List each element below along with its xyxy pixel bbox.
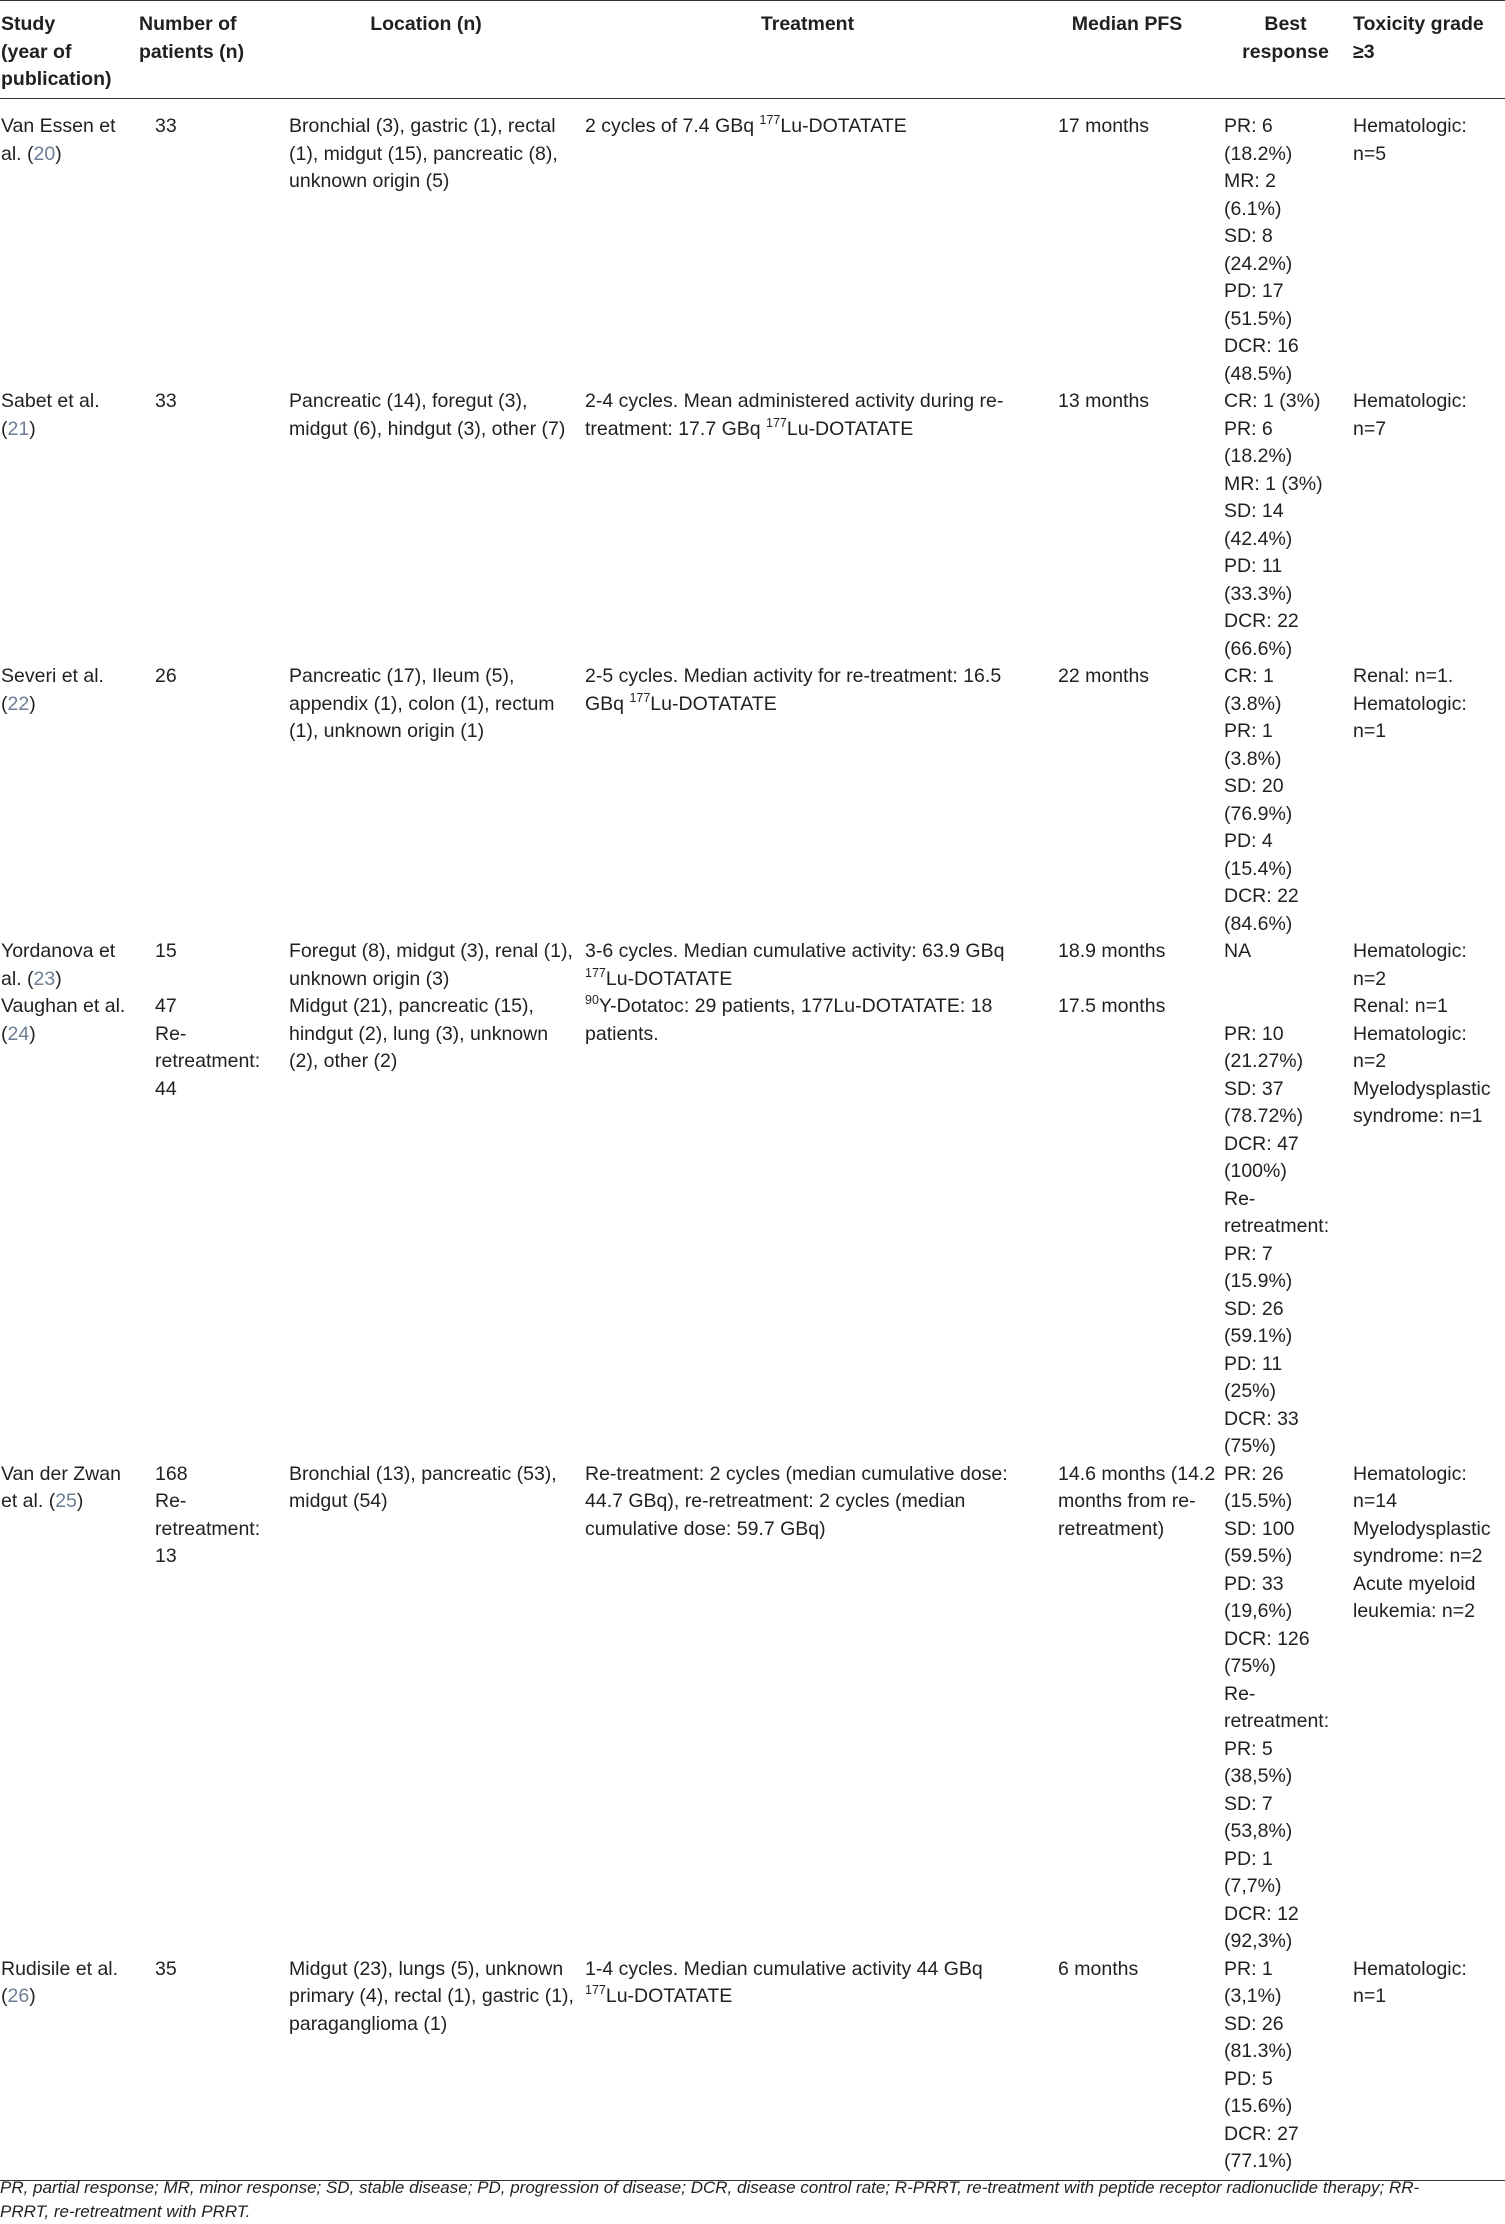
response-line: DCR: 27: [1224, 2122, 1299, 2145]
toxicity-line: syndrome: n=2: [1353, 1545, 1483, 1567]
toxicity-line: n=14: [1353, 1490, 1397, 1512]
response-line: (75%): [1224, 1435, 1277, 1457]
treatment-text: Lu-DOTATATE: [605, 1985, 733, 2007]
study-reference: 24: [7, 1022, 30, 1045]
response-line: (33.3%): [1224, 582, 1293, 605]
response-line: CR: 1 (3%): [1224, 390, 1321, 412]
study-name: Vaughan et al.: [1, 995, 126, 1017]
cell-toxicity: [1353, 938, 1505, 993]
cell-study: Severi et al. (22): [1, 665, 104, 715]
cell-median-pfs: 14.6 months (14.2 months from re-retreatment): [1058, 1462, 1216, 1540]
study-name: Rudisile et al.: [1, 1957, 119, 1980]
response-line: PD: 11: [1224, 555, 1283, 577]
response-line: SD: 26: [1224, 1297, 1284, 1320]
response-line: retreatment:: [1224, 1215, 1330, 1237]
cell-toxicity: [1353, 993, 1505, 1461]
cell-study: Yordanova et al. (23): [1, 940, 116, 990]
table-row: [0, 388, 1505, 663]
response-line: (38,5%): [1224, 1765, 1293, 1787]
cell-best-response: [1224, 663, 1353, 938]
patients-line: 33: [155, 115, 177, 137]
patients-line: retreatment:: [155, 1517, 261, 1540]
response-line: DCR: 47: [1224, 1132, 1299, 1155]
response-line: DCR: 33: [1224, 1407, 1299, 1430]
cell-best-response: [1224, 1956, 1353, 2181]
cell-best-response: [1224, 938, 1353, 993]
response-line: (51.5%): [1224, 307, 1293, 330]
response-line: (15.9%): [1224, 1270, 1293, 1292]
response-line: (59.1%): [1224, 1325, 1293, 1347]
response-line: PD: 33: [1224, 1572, 1284, 1595]
response-line: DCR: 22: [1224, 610, 1299, 632]
toxicity-line: Hematologic:: [1353, 390, 1467, 412]
response-line: (84.6%): [1224, 912, 1293, 935]
toxicity-line: Myelodysplastic: [1353, 1077, 1491, 1100]
table-row: [0, 1461, 1505, 1956]
treatment-text: 3-6 cycles. Median cumulative activity: 63.9 GBq: [585, 940, 1005, 962]
response-line: (7,7%): [1224, 1875, 1282, 1897]
isotope-mass-number: 177: [585, 965, 606, 980]
response-line: (3,1%): [1224, 1985, 1282, 2007]
patients-line: 35: [155, 1957, 177, 1980]
study-name: Van Essen et al.: [1, 115, 116, 165]
toxicity-line: n=2: [1353, 1050, 1387, 1072]
cell-location: Pancreatic (17), Ileum (5), appendix (1), colon (1), rectum (1), unknown origin (1): [289, 665, 555, 742]
response-line: (42.4%): [1224, 527, 1293, 550]
cell-toxicity: [1353, 663, 1505, 938]
response-line: PR: 1: [1224, 1957, 1273, 1980]
response-line: MR: 2: [1224, 170, 1277, 192]
response-line: PD: 4: [1224, 830, 1273, 852]
response-line: (3.8%): [1224, 747, 1282, 770]
cell-best-response: [1224, 1461, 1353, 1956]
response-line: SD: 37: [1224, 1077, 1284, 1100]
response-line: (19,6%): [1224, 1600, 1293, 1622]
header-study: [0, 1, 137, 99]
cell-study: Sabet et al. (21): [1, 390, 100, 440]
patients-line: 15: [155, 940, 177, 962]
cell-best-response: [1224, 99, 1353, 389]
cell-patients: [137, 1461, 273, 1956]
patients-line: 44: [155, 1077, 177, 1100]
response-line: PR: 10: [1224, 1022, 1284, 1045]
cell-median-pfs: 6 months: [1036, 1956, 1224, 2181]
response-line: (76.9%): [1224, 802, 1293, 825]
response-line: SD: 100: [1224, 1517, 1295, 1540]
cell-median-pfs: 17.5 months: [1058, 995, 1166, 1017]
treatment-text: Re-treatment: 2 cycles (median cumulative dose: 44.7 GBq), re-retreatment: 2 cycles (median cumulative dose: 59.7 GBq): [585, 1462, 1008, 1540]
response-line: SD: 8: [1224, 225, 1273, 247]
response-line: (92,3%): [1224, 1930, 1293, 1952]
header-patients-line: patients (n): [139, 40, 245, 63]
response-line: DCR: 16: [1224, 335, 1299, 357]
header-response-line: Best: [1264, 13, 1307, 35]
response-line: SD: 14: [1224, 500, 1284, 522]
toxicity-line: Myelodysplastic: [1353, 1517, 1491, 1540]
cell-location: Foregut (8), midgut (3), renal (1), unknown origin (3): [289, 940, 573, 990]
table-row: [0, 663, 1505, 938]
header-median-pfs: Median PFS: [1036, 1, 1224, 99]
patients-line: 47: [155, 995, 177, 1017]
response-line: SD: 20: [1224, 775, 1284, 797]
cell-study: Rudisile et al. (26): [0, 1956, 137, 2181]
treatment-text: Lu-DOTATATE: [786, 417, 914, 440]
cell-patients: [137, 388, 273, 663]
table-row: [0, 938, 1505, 993]
response-line: (15.6%): [1224, 2095, 1293, 2117]
cell-location: Midgut (21), pancreatic (15), hindgut (2), lung (3), unknown (2), other (2): [289, 995, 549, 1072]
cell-patients: [137, 99, 273, 389]
cell-location: Pancreatic (14), foregut (3), midgut (6), hindgut (3), other (7): [289, 390, 566, 440]
toxicity-line: syndrome: n=1: [1353, 1105, 1483, 1127]
response-line: PR: 26: [1224, 1462, 1284, 1485]
response-line: (81.3%): [1224, 2040, 1293, 2062]
response-line: (25%): [1224, 1380, 1277, 1402]
header-toxicity-line: ≥3: [1353, 40, 1375, 63]
cell-location: Bronchial (13), pancreatic (53), midgut (54): [289, 1462, 557, 1512]
header-treatment: Treatment: [585, 1, 1036, 99]
response-line: (100%): [1224, 1160, 1287, 1182]
toxicity-line: Hematologic:: [1353, 692, 1467, 715]
header-toxicity: [1353, 1, 1505, 99]
cell-median-pfs: 22 months: [1058, 665, 1150, 687]
isotope-mass-number: 177: [585, 1983, 606, 1997]
toxicity-line: Hematologic:: [1353, 1462, 1467, 1485]
isotope-mass-number: 177: [766, 415, 787, 430]
response-line: (59.5%): [1224, 1545, 1293, 1567]
toxicity-line: Renal: n=1.: [1353, 665, 1454, 687]
response-line: DCR: 12: [1224, 1902, 1299, 1925]
response-line: PR: 7: [1224, 1242, 1273, 1265]
study-name: Severi et al.: [1, 665, 104, 687]
toxicity-line: n=2: [1353, 967, 1387, 990]
cell-location: Midgut (23), lungs (5), unknown primary (4), rectal (1), gastric (1), paraganglioma (1): [273, 1956, 585, 2181]
cell-treatment: [585, 663, 1036, 938]
header-patients-line: Number of: [139, 13, 237, 35]
cell-toxicity: [1353, 99, 1505, 389]
study-reference: 21: [7, 417, 30, 440]
study-name: Sabet et al.: [1, 390, 100, 412]
patients-line: 13: [155, 1545, 177, 1567]
toxicity-line: Hematologic:: [1353, 1957, 1467, 1980]
treatment-text: Y-Dotatoc: 29 patients, 177Lu-DOTATATE: 18 patients.: [585, 995, 993, 1045]
patients-line: 26: [155, 665, 177, 687]
cell-patients: [137, 993, 273, 1461]
header-patients: [137, 1, 273, 99]
table-row: [0, 1956, 1505, 2181]
treatment-text: Lu-DOTATATE: [780, 115, 907, 137]
patients-line: retreatment:: [155, 1050, 261, 1072]
isotope-mass-number: 177: [759, 113, 781, 127]
study-name: Yordanova et al.: [1, 940, 116, 990]
response-line: SD: 26: [1224, 2012, 1284, 2035]
footnote: PR, partial response; MR, minor response; SD, stable disease; PD, progression of disease; DCR, disease control rate; R-PRRT, re-treatment with peptide receptor radionuclide therapy; RR-PRRT, re-retreatment with PRRT.: [0, 2178, 1420, 2221]
header-study-line: Study: [1, 13, 56, 35]
study-name: Van der Zwan et al.: [1, 1462, 121, 1512]
treatment-text: Lu-DOTATATE: [650, 692, 777, 715]
response-line: PD: 17: [1224, 280, 1284, 302]
toxicity-line: Hematologic:: [1353, 115, 1467, 137]
cell-treatment: [585, 1461, 1036, 1956]
cell-patients: [137, 1956, 273, 2181]
header-response-line: response: [1242, 40, 1329, 63]
response-line: PR: 6: [1224, 115, 1273, 137]
toxicity-line: Acute myeloid: [1353, 1572, 1476, 1595]
response-line: MR: 1 (3%): [1224, 472, 1323, 495]
cell-patients: [137, 938, 273, 993]
response-line: (15.5%): [1224, 1490, 1293, 1512]
study-reference: 23: [33, 967, 56, 990]
response-line: (3.8%): [1224, 692, 1282, 715]
table-row: [0, 99, 1505, 389]
study-reference: 26: [7, 1985, 30, 2007]
response-line: PD: 11: [1224, 1352, 1283, 1375]
treatment-text: 2-5 cycles. Median activity for re-treatment: 16.5 GBq: [585, 665, 1002, 715]
treatment-text: 1-4 cycles. Median cumulative activity 44 GBq: [585, 1957, 983, 1980]
response-line: (6.1%): [1224, 197, 1282, 220]
patients-line: Re-: [155, 1022, 187, 1045]
cell-best-response: [1224, 388, 1353, 663]
cell-treatment: [585, 993, 1036, 1461]
response-line: [1224, 993, 1345, 1021]
isotope-mass-number: 177: [629, 690, 651, 705]
isotope-mass-number: 90: [585, 993, 599, 1007]
response-line: (18.2%): [1224, 142, 1293, 165]
response-line: PD: 5: [1224, 2067, 1273, 2090]
toxicity-line: Hematologic:: [1353, 1022, 1467, 1045]
response-line: (75%): [1224, 1655, 1277, 1677]
patients-line: 33: [155, 390, 177, 412]
response-line: (21.27%): [1224, 1050, 1304, 1072]
cell-treatment: [585, 1956, 1036, 2181]
response-line: (18.2%): [1224, 445, 1293, 467]
toxicity-line: Renal: n=1: [1353, 995, 1448, 1017]
response-line: PD: 1: [1224, 1847, 1273, 1870]
table-row: [0, 993, 1505, 1461]
toxicity-line: Hematologic:: [1353, 940, 1467, 962]
toxicity-line: n=1: [1353, 1985, 1387, 2007]
header-toxicity-line: Toxicity grade: [1353, 13, 1484, 35]
study-reference: 25: [55, 1490, 77, 1512]
response-line: Re-: [1224, 1187, 1256, 1210]
header-study-line: publication): [1, 68, 112, 90]
response-line: PR: 1: [1224, 720, 1273, 742]
response-line: (78.72%): [1224, 1105, 1304, 1127]
cell-study: Van Essen et al. (20): [1, 115, 116, 165]
header-row: [0, 1, 1505, 99]
cell-treatment: [585, 938, 1036, 993]
header-study-line: (year of: [1, 40, 72, 63]
toxicity-line: leukemia: n=2: [1353, 1600, 1475, 1622]
response-line: (53,8%): [1224, 1820, 1293, 1842]
response-line: PR: 6: [1224, 417, 1273, 440]
cell-median-pfs: 18.9 months: [1058, 940, 1166, 962]
response-line: NA: [1224, 940, 1252, 962]
response-line: Re-: [1224, 1682, 1256, 1705]
response-line: (24.2%): [1224, 252, 1293, 275]
header-best-response: [1224, 1, 1353, 99]
response-line: retreatment:: [1224, 1710, 1330, 1732]
cell-study: Vaughan et al. (24): [1, 995, 126, 1045]
cell-median-pfs: 13 months: [1058, 390, 1150, 412]
toxicity-line: n=5: [1353, 142, 1387, 165]
response-line: (66.6%): [1224, 637, 1293, 660]
response-line: SD: 7: [1224, 1792, 1273, 1815]
treatment-text: 2 cycles of 7.4 GBq: [585, 115, 760, 137]
table-body: [0, 99, 1505, 2181]
cell-patients: [137, 663, 273, 938]
response-line: CR: 1: [1224, 665, 1274, 687]
cell-toxicity: [1353, 1956, 1505, 2181]
response-line: (77.1%): [1224, 2150, 1293, 2172]
cell-best-response: [1224, 993, 1353, 1461]
patients-line: Re-: [155, 1490, 187, 1512]
study-reference: 22: [7, 692, 30, 715]
treatment-text: 2-4 cycles. Mean administered activity during re-treatment: 17.7 GBq: [585, 390, 1004, 440]
toxicity-line: n=7: [1353, 417, 1387, 440]
cell-treatment: [585, 388, 1036, 663]
response-line: (15.4%): [1224, 857, 1293, 880]
patients-line: 168: [155, 1462, 188, 1485]
response-line: (48.5%): [1224, 362, 1293, 385]
cell-toxicity: [1353, 388, 1505, 663]
response-line: PR: 5: [1224, 1737, 1273, 1760]
cell-study: Van der Zwan et al. (25): [1, 1462, 121, 1512]
treatment-text: Lu-DOTATATE: [605, 967, 733, 990]
response-line: DCR: 22: [1224, 885, 1299, 907]
cell-toxicity: [1353, 1461, 1505, 1956]
header-location: Location (n): [273, 1, 585, 99]
response-line: DCR: 126: [1224, 1627, 1310, 1650]
toxicity-line: n=1: [1353, 720, 1387, 742]
cell-treatment: [585, 99, 1036, 389]
study-reference: 20: [33, 142, 56, 165]
cell-median-pfs: 17 months: [1058, 115, 1150, 137]
cell-location: Bronchial (3), gastric (1), rectal (1), midgut (15), pancreatic (8), unknown origin (5): [289, 115, 558, 192]
